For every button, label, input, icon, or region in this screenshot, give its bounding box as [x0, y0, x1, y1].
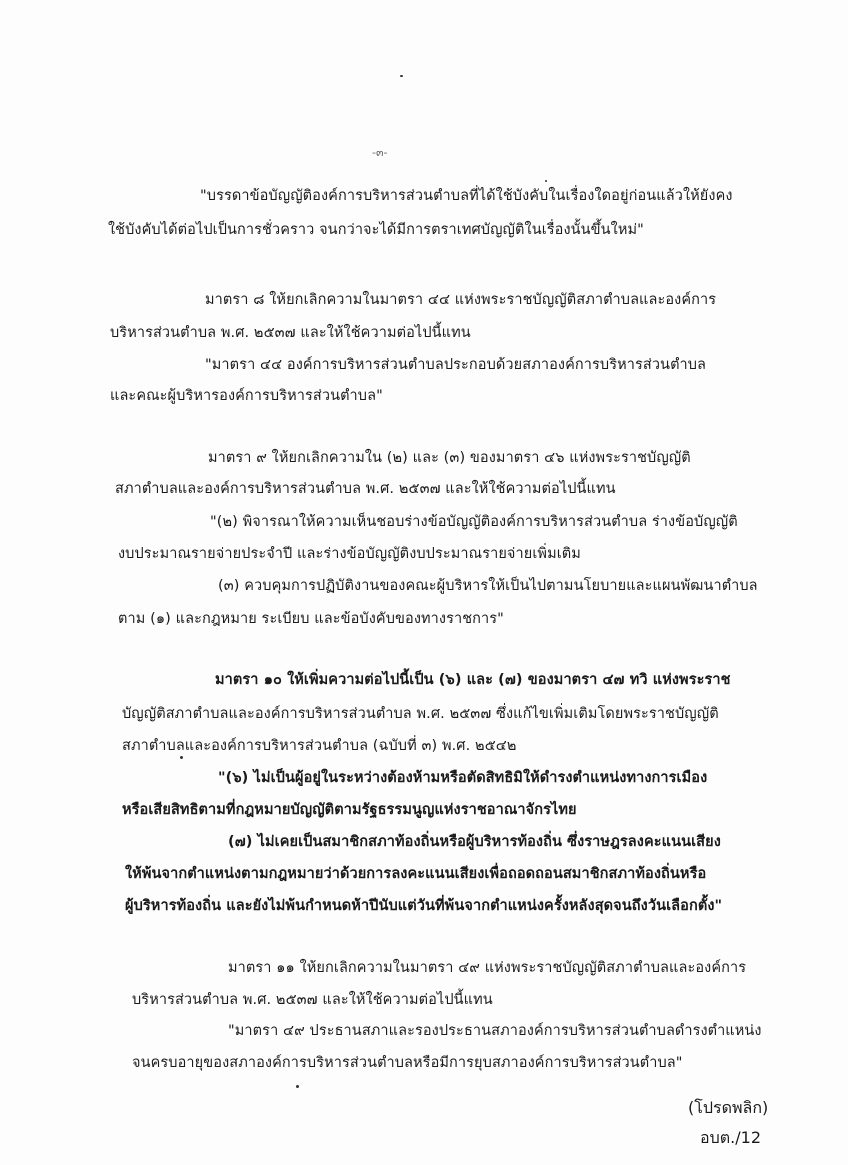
text-line: มาตรา ๑๑ ให้ยกเลิกความในมาตรา ๔๙ แห่งพระราชบัญญัติสภาตำบลและองค์การ [228, 960, 747, 976]
text-line: งบประมาณรายจ่ายประจำปี และร่างข้อบัญญัติงบประมาณรายจ่ายเพิ่มเติม [118, 546, 581, 562]
text-line: บริหารส่วนตำบล พ.ศ. ๒๕๓๗ และให้ใช้ความต่อไปนี้แทน [110, 325, 471, 341]
text-line: จนครบอายุของสภาองค์การบริหารส่วนตำบลหรือมีการยุบสภาองค์การบริหารส่วนตำบล" [132, 1055, 683, 1071]
text-line: "มาตรา ๔๔ องค์การบริหารส่วนตำบลประกอบด้วยสภาองค์การบริหารส่วนตำบล [205, 357, 707, 373]
text-line: สภาตำบลและองค์การบริหารส่วนตำบล (ฉบับที่ ๓) พ.ศ. ๒๕๔๒ [122, 738, 517, 754]
scan-speck [400, 75, 403, 77]
text-line: (๗) ไม่เคยเป็นสมาชิกสภาท้องถิ่นหรือผู้บริหารท้องถิ่น ซึ่งราษฎรลงคะแนนเสียง [228, 834, 721, 850]
turn-page-note: (โปรดพลิก) [688, 1098, 769, 1117]
text-line: ใช้บังคับได้ต่อไปเป็นการชั่วคราว จนกว่าจะได้มีการตราเทศบัญญัติในเรื่องนั้นขึ้นใหม่" [108, 222, 644, 238]
text-line: "มาตรา ๔๙ ประธานสภาและรองประธานสภาองค์การบริหารส่วนตำบลดำรงตำแหน่ง [228, 1023, 762, 1039]
text-line: "(๖) ไม่เป็นผู้อยู่ในระหว่างต้องห้ามหรือตัดสิทธิมิให้ดำรงตำแหน่งทางการเมือง [218, 770, 708, 786]
text-line: สภาตำบลและองค์การบริหารส่วนตำบล พ.ศ. ๒๕๓๗ และให้ใช้ความต่อไปนี้แทน [115, 481, 616, 497]
text-line: และคณะผู้บริหารองค์การบริหารส่วนตำบล" [110, 388, 383, 404]
text-line: ให้พ้นจากตำแหน่งตามกฎหมายว่าด้วยการลงคะแนนเสียงเพื่อถอดถอนสมาชิกสภาท้องถิ่นหรือ [125, 866, 707, 882]
text-line: บัญญัติสภาตำบลและองค์การบริหารส่วนตำบล พ.ศ. ๒๕๓๗ ซึ่งแก้ไขเพิ่มเติมโดยพระราชบัญญัติ [122, 706, 719, 722]
text-line: "(๒) พิจารณาให้ความเห็นชอบร่างข้อบัญญัติองค์การบริหารส่วนตำบล ร่างข้อบัญญัติ [210, 514, 738, 530]
page-number: -๓- [372, 146, 388, 159]
text-line: มาตรา ๙ ให้ยกเลิกความใน (๒) และ (๓) ของมาตรา ๔๖ แห่งพระราชบัญญัติ [208, 450, 691, 466]
text-line: (๓) ควบคุมการปฏิบัติงานของคณะผู้บริหารให้เป็นไปตามนโยบายและแผนพัฒนาตำบล [218, 578, 758, 594]
scan-speck [180, 756, 183, 759]
next-page-ref: อบต./12 [700, 1128, 761, 1147]
text-line: ผู้บริหารท้องถิ่น และยังไม่พ้นกำหนดห้าปีนับแต่วันที่พ้นจากตำแหน่งครั้งหลังสุดจนถึงวันเลือกตั้ง" [125, 898, 723, 914]
text-line: มาตรา ๑๐ ให้เพิ่มความต่อไปนี้เป็น (๖) และ (๗) ของมาตรา ๔๗ ทวิ แห่งพระราช [215, 672, 731, 688]
scan-speck [296, 1085, 299, 1088]
text-line: มาตรา ๘ ให้ยกเลิกความในมาตรา ๔๔ แห่งพระราชบัญญัติสภาตำบลและองค์การ [205, 292, 717, 308]
text-line: "บรรดาข้อบัญญัติองค์การบริหารส่วนตำบลที่ได้ใช้บังคับในเรื่องใดอยู่ก่อนแล้วให้ยังคง [200, 188, 733, 204]
scan-speck [545, 180, 547, 182]
text-line: หรือเสียสิทธิตามที่กฎหมายบัญญัติตามรัฐธรรมนูญแห่งราชอาณาจักรไทย [122, 802, 577, 818]
text-line: ตาม (๑) และกฎหมาย ระเบียบ และข้อบังคับของทางราชการ" [118, 611, 504, 627]
text-line: บริหารส่วนตำบล พ.ศ. ๒๕๓๗ และให้ใช้ความต่อไปนี้แทน [132, 992, 493, 1008]
